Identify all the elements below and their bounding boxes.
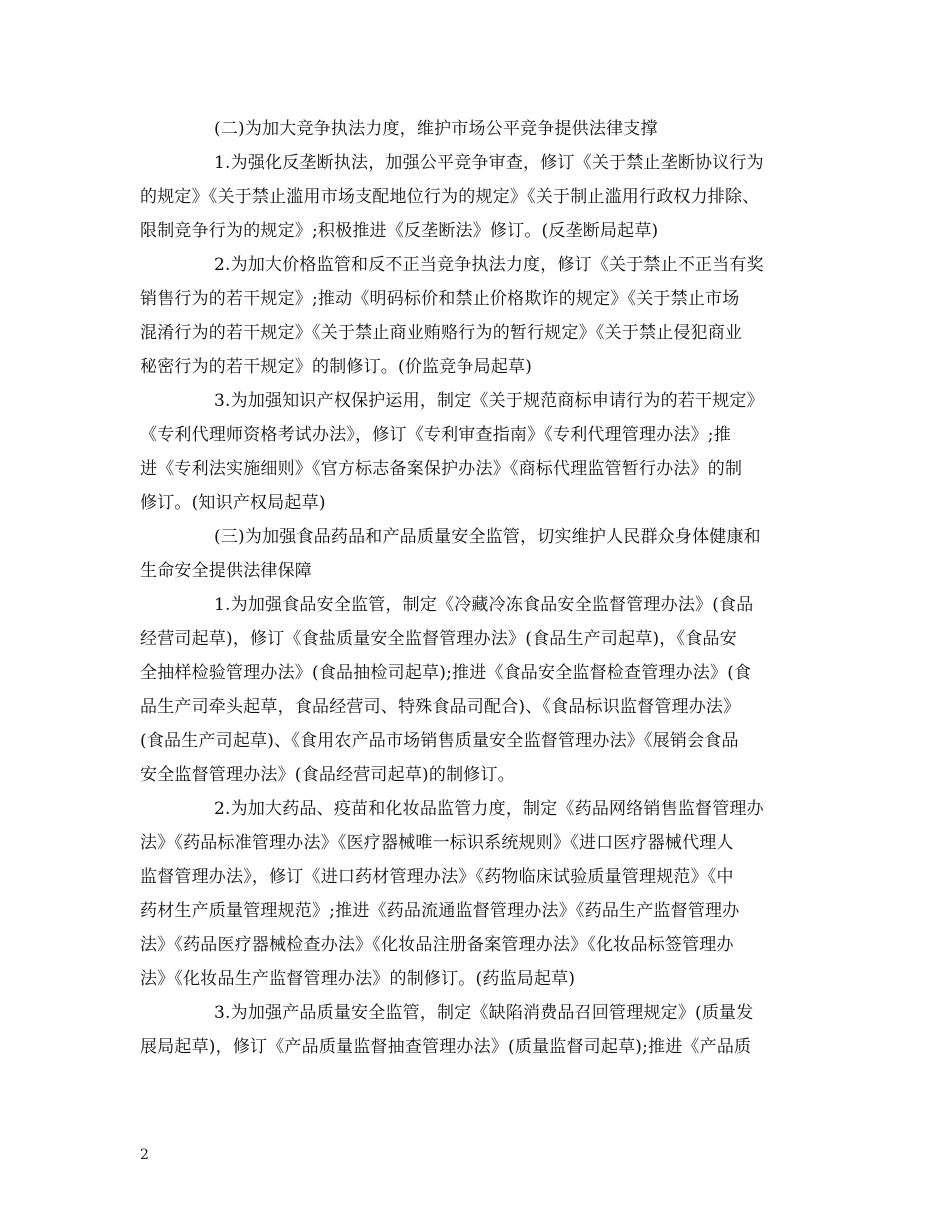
paragraph-line: 安全监督管理办法》(食品经营司起草)的制修订。	[140, 765, 515, 785]
paragraph-line: 法》《化妆品生产监督管理办法》的制修订。(药监局起草)	[140, 969, 576, 989]
paragraph-line: 全抽样检验管理办法》(食品抽检司起草);推进《食品安全监督检查管理办法》(食	[140, 663, 752, 683]
paragraph-line: 法》《药品医疗器械检查办法》《化妆品注册备案管理办法》《化妆品标签管理办	[140, 935, 734, 955]
paragraph-line: 进《专利法实施细则》《官方标志备案保护办法》《商标代理监管暂行办法》的制	[140, 459, 743, 479]
paragraph-line: 混淆行为的若干规定》《关于禁止商业贿赂行为的暂行规定》《关于禁止侵犯商业	[140, 323, 743, 343]
section-heading-3-continued: 生命安全提供法律保障	[140, 561, 312, 581]
paragraph-line: 销售行为的若干规定》;推动《明码标价和禁止价格欺诈的规定》《关于禁止市场	[140, 289, 740, 309]
paragraph-line: 3.为加强知识产权保护运用，制定《关于规范商标申请行为的若干规定》	[214, 391, 764, 411]
paragraph-line: 品生产司牵头起草，食品经营司、特殊食品司配合)、《食品标识监督管理办法》	[140, 697, 741, 717]
paragraph-line: 法》《药品标准管理办法》《医疗器械唯一标识系统规则》《进口医疗器械代理人	[140, 833, 734, 853]
page-number: 2	[140, 1147, 149, 1163]
paragraph-line: (食品生产司起草)、《食用农产品市场销售质量安全监督管理办法》《展销会食品	[140, 731, 739, 751]
paragraph-line: 1.为加强食品安全监管，制定《冷藏冷冻食品安全监督管理办法》(食品	[214, 595, 754, 615]
paragraph-line: 秘密行为的若干规定》的制修订。(价监竞争局起草)	[140, 357, 533, 377]
section-heading-3: (三)为加强食品药品和产品质量安全监管，切实维护人民群众身体健康和	[214, 527, 761, 547]
paragraph-line: 修订。(知识产权局起草)	[140, 493, 326, 513]
paragraph-line: 展局起草)，修订《产品质量监督抽查管理办法》(质量监督司起草);推进《产品质	[140, 1037, 752, 1057]
paragraph-line: 2.为加大价格监管和反不正当竞争执法力度，修订《关于禁止不正当有奖	[214, 255, 764, 275]
paragraph-line: 的规定》《关于禁止滥用市场支配地位行为的规定》《关于制止滥用行政权力排除、	[140, 187, 760, 207]
section-heading-2: (二)为加大竞争执法力度，维护市场公平竞争提供法律支撑	[214, 119, 658, 139]
paragraph-line: 限制竞争行为的规定》;积极推进《反垄断法》修订。(反垄断局起草)	[140, 221, 659, 241]
paragraph-line: 经营司起草)，修订《食盐质量安全监督管理办法》(食品生产司起草)，《食品安	[140, 629, 737, 649]
paragraph-line: 2.为加大药品、疫苗和化妆品监管力度，制定《药品网络销售监督管理办	[214, 799, 764, 819]
paragraph-line: 3.为加强产品质量安全监管，制定《缺陷消费品召回管理规定》(质量发	[214, 1003, 754, 1023]
paragraph-line: 监督管理办法》，修订《进口药材管理办法》《药物临床试验质量管理规范》《中	[140, 867, 734, 887]
paragraph-line: 1.为强化反垄断执法，加强公平竞争审查，修订《关于禁止垄断协议行为	[214, 153, 764, 173]
paragraph-line: 《专利代理师资格考试办法》，修订《专利审查指南》《专利代理管理办法》;推	[140, 425, 731, 445]
paragraph-line: 药材生产质量管理规范》;推进《药品流通监督管理办法》《药品生产监督管理办	[140, 901, 740, 921]
